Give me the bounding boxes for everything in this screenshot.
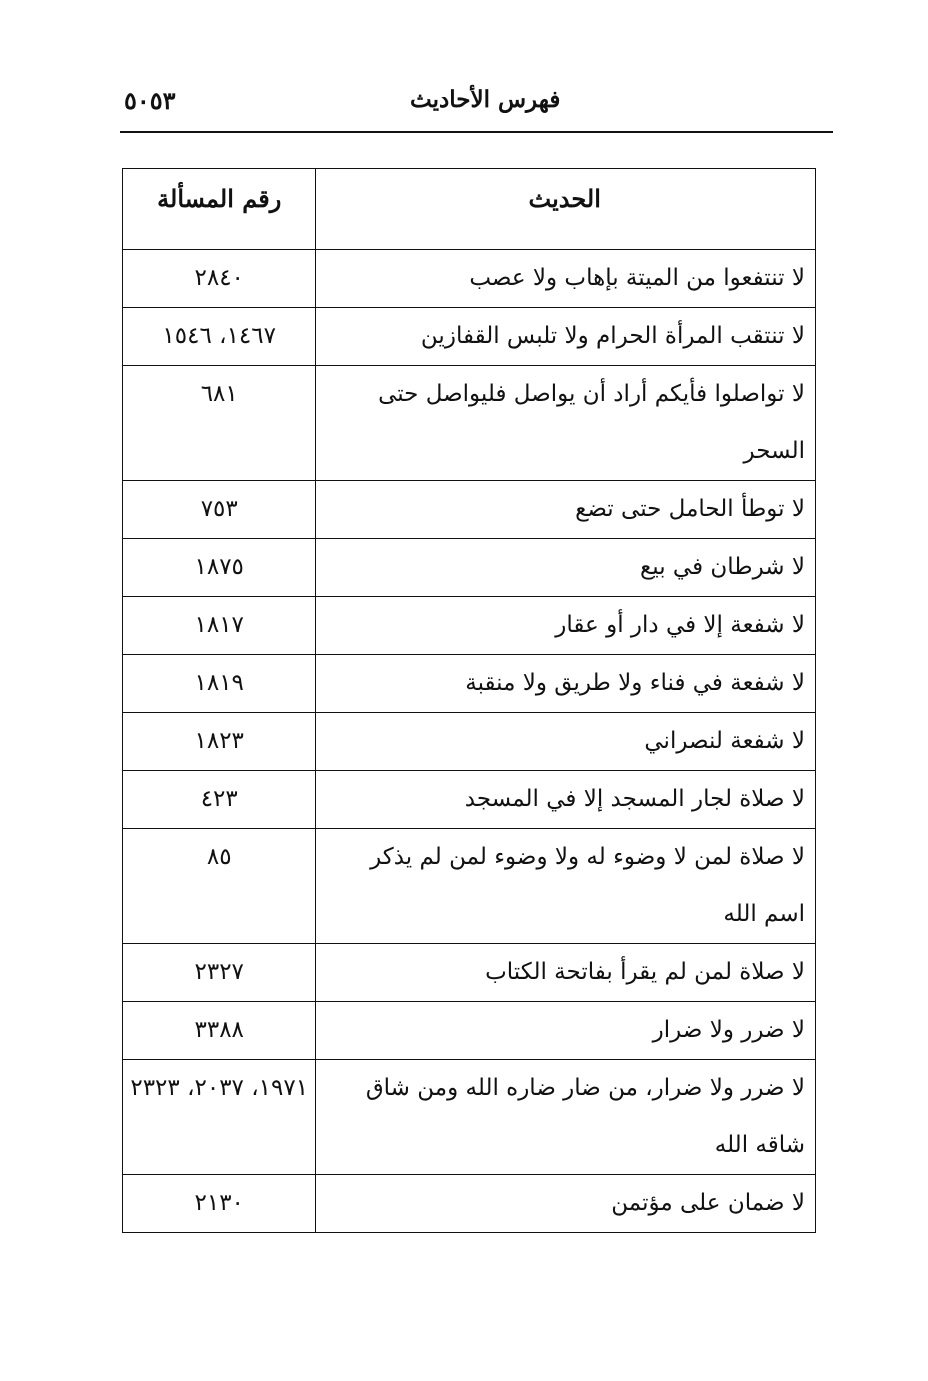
table-row xyxy=(123,308,816,366)
issue-number: ٢٣٢٧ xyxy=(123,944,316,1002)
column-header-number: رقم المسألة xyxy=(123,169,316,250)
issue-number: ٣٣٨٨ xyxy=(123,1002,316,1060)
issue-number: ١٨١٩ xyxy=(123,655,316,713)
hadith-text: لا صلاة لمن لم يقرأ بفاتحة الكتاب xyxy=(316,944,816,1002)
header-rule xyxy=(120,131,833,133)
table-row xyxy=(123,944,816,1002)
issue-number: ٢٨٤٠ xyxy=(123,250,316,308)
hadith-text: لا تنتقب المرأة الحرام ولا تلبس القفازين xyxy=(316,308,816,366)
hadith-text: لا توطأ الحامل حتى تضع xyxy=(316,481,816,539)
issue-number: ٢١٣٠ xyxy=(123,1175,316,1233)
table-row xyxy=(123,1002,816,1060)
issue-number: ١٨٧٥ xyxy=(123,539,316,597)
hadith-text: لا شفعة لنصراني xyxy=(316,713,816,771)
hadith-text: لا ضرر ولا ضرار، من ضار ضاره الله ومن شاق شاقه الله xyxy=(316,1060,816,1175)
issue-number: ١٤٦٧، ١٥٤٦ xyxy=(123,308,316,366)
table-row xyxy=(123,1060,816,1175)
issue-number: ١٩٧١، ٢٠٣٧، ٢٣٢٣ xyxy=(123,1060,316,1175)
issue-number: ١٨١٧ xyxy=(123,597,316,655)
table-row xyxy=(123,597,816,655)
page-number: ٥٠٥٣ xyxy=(124,86,176,115)
table-row xyxy=(123,539,816,597)
issue-number: ١٨٢٣ xyxy=(123,713,316,771)
table-row xyxy=(123,771,816,829)
hadith-text: لا شفعة إلا في دار أو عقار xyxy=(316,597,816,655)
table-row xyxy=(123,1175,816,1233)
issue-number: ٧٥٣ xyxy=(123,481,316,539)
hadith-text: لا ضرر ولا ضرار xyxy=(316,1002,816,1060)
issue-number: ٨٥ xyxy=(123,829,316,944)
issue-number: ٦٨١ xyxy=(123,366,316,481)
column-header-hadith: الحديث xyxy=(316,169,816,250)
issue-number: ٤٢٣ xyxy=(123,771,316,829)
hadith-text: لا صلاة لجار المسجد إلا في المسجد xyxy=(316,771,816,829)
hadith-text: لا تنتفعوا من الميتة بإهاب ولا عصب xyxy=(316,250,816,308)
hadith-text: لا شرطان في بيع xyxy=(316,539,816,597)
hadith-text: لا تواصلوا فأيكم أراد أن يواصل فليواصل حتى السحر xyxy=(316,366,816,481)
running-title: فهرس الأحاديث xyxy=(410,86,561,113)
table-header-row xyxy=(123,169,816,250)
hadith-index-table xyxy=(122,168,816,1233)
table-row xyxy=(123,366,816,481)
hadith-text: لا شفعة في فناء ولا طريق ولا منقبة xyxy=(316,655,816,713)
table-row xyxy=(123,655,816,713)
hadith-text: لا ضمان على مؤتمن xyxy=(316,1175,816,1233)
table-row xyxy=(123,250,816,308)
page-header xyxy=(120,86,833,126)
table-row xyxy=(123,829,816,944)
table-row xyxy=(123,481,816,539)
hadith-text: لا صلاة لمن لا وضوء له ولا وضوء لمن لم يذكر اسم الله xyxy=(316,829,816,944)
table-row xyxy=(123,713,816,771)
